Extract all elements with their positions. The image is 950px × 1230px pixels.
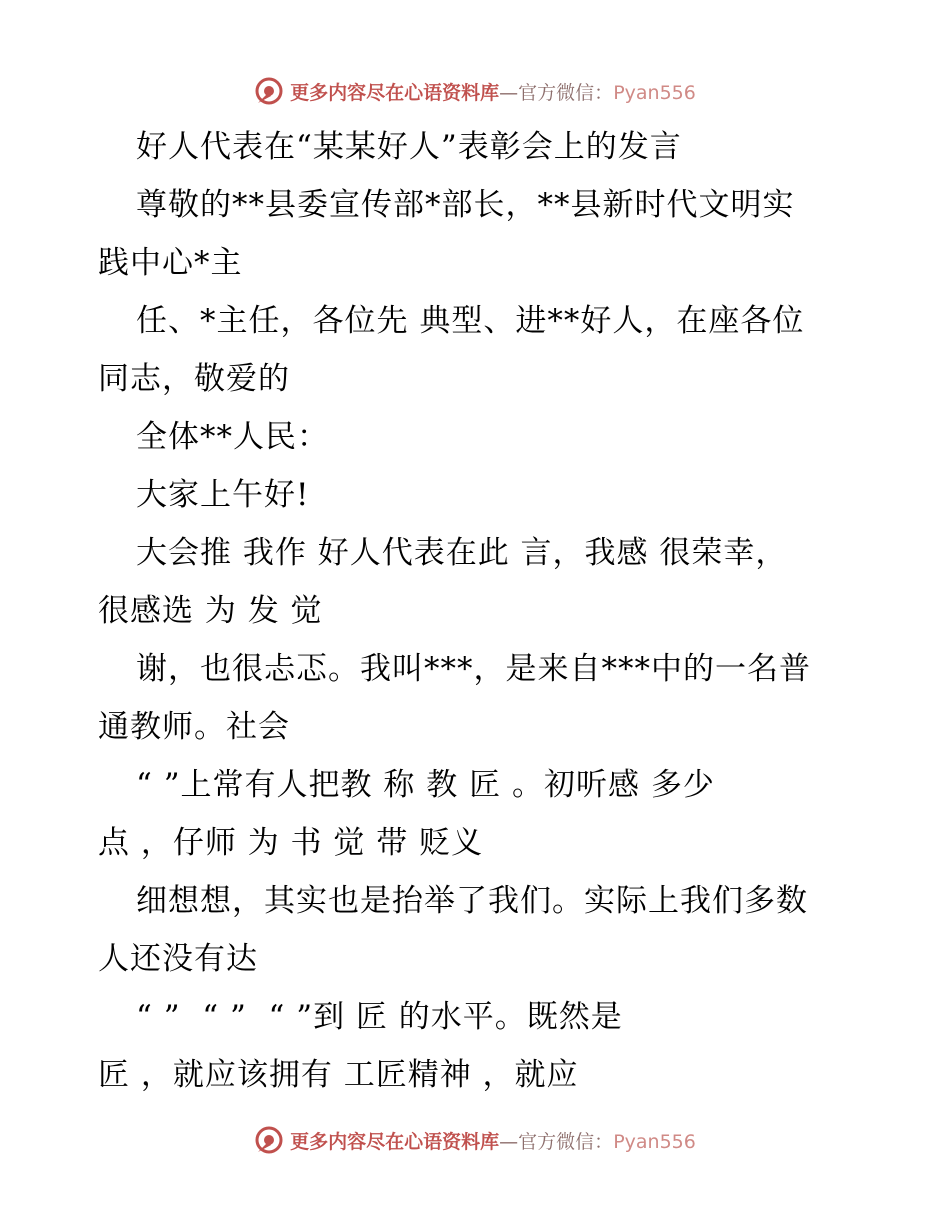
header-text [290,78,696,105]
header-separator: — [499,81,519,104]
header-contact-id: Pyan556 [613,81,696,104]
paragraph-line: 任、*主任，各位先 典型、进**好人，在座各位 [136,303,805,339]
paragraph-line: 点 ，仔师 为 书 觉 带 贬义 [98,825,484,861]
document-body [98,118,858,1104]
paragraph-line: 全体**人民： [136,419,329,455]
paragraph-line: 通教师。社会 [98,709,290,745]
pen-logo-icon [254,76,284,106]
header-brand: 更多内容尽在心语资料库 [290,81,500,104]
paragraph-line: 同志，敬爱的 [98,361,290,397]
paragraph-line: 人还没有达 [98,941,258,977]
paragraph-line: “ ”上常有人把教 称 教 匠 。初听感 多少 [136,767,715,803]
footer-banner [0,1120,950,1160]
paragraph-line: 很感选 为 发 觉 [98,593,323,629]
footer-contact-id: Pyan556 [613,1130,696,1153]
header-banner [0,71,950,111]
document-title: 好人代表在“某某好人”表彰会上的发言 [136,129,682,165]
paragraph-line: 谢，也很忐忑。我叫***，是来自***中的一名普 [136,651,811,687]
paragraph-line: 尊敬的**县委宣传部*部长，**县新时代文明实 [136,187,795,223]
paragraph-line: 大会推 我作 好人代表在此 言，我感 很荣幸， [136,535,788,571]
paragraph-line: 践中心*主 [98,245,243,281]
footer-contact-label: 官方微信： [518,1130,614,1153]
footer-text [290,1127,696,1154]
paragraph-line: 大家上午好! [136,477,310,513]
paragraph-line: 细想想，其实也是抬举了我们。实际上我们多数 [136,883,808,919]
paragraph-line: 匠 ，就应该拥有 工匠精神 ，就应 [98,1057,579,1093]
footer-separator: — [499,1130,519,1153]
footer-brand: 更多内容尽在心语资料库 [290,1130,500,1153]
paragraph-line: “ ” “ ” “ ”到 匠 的水平。既然是 [136,999,623,1035]
pen-logo-icon [254,1125,284,1155]
header-contact-label: 官方微信： [518,81,614,104]
